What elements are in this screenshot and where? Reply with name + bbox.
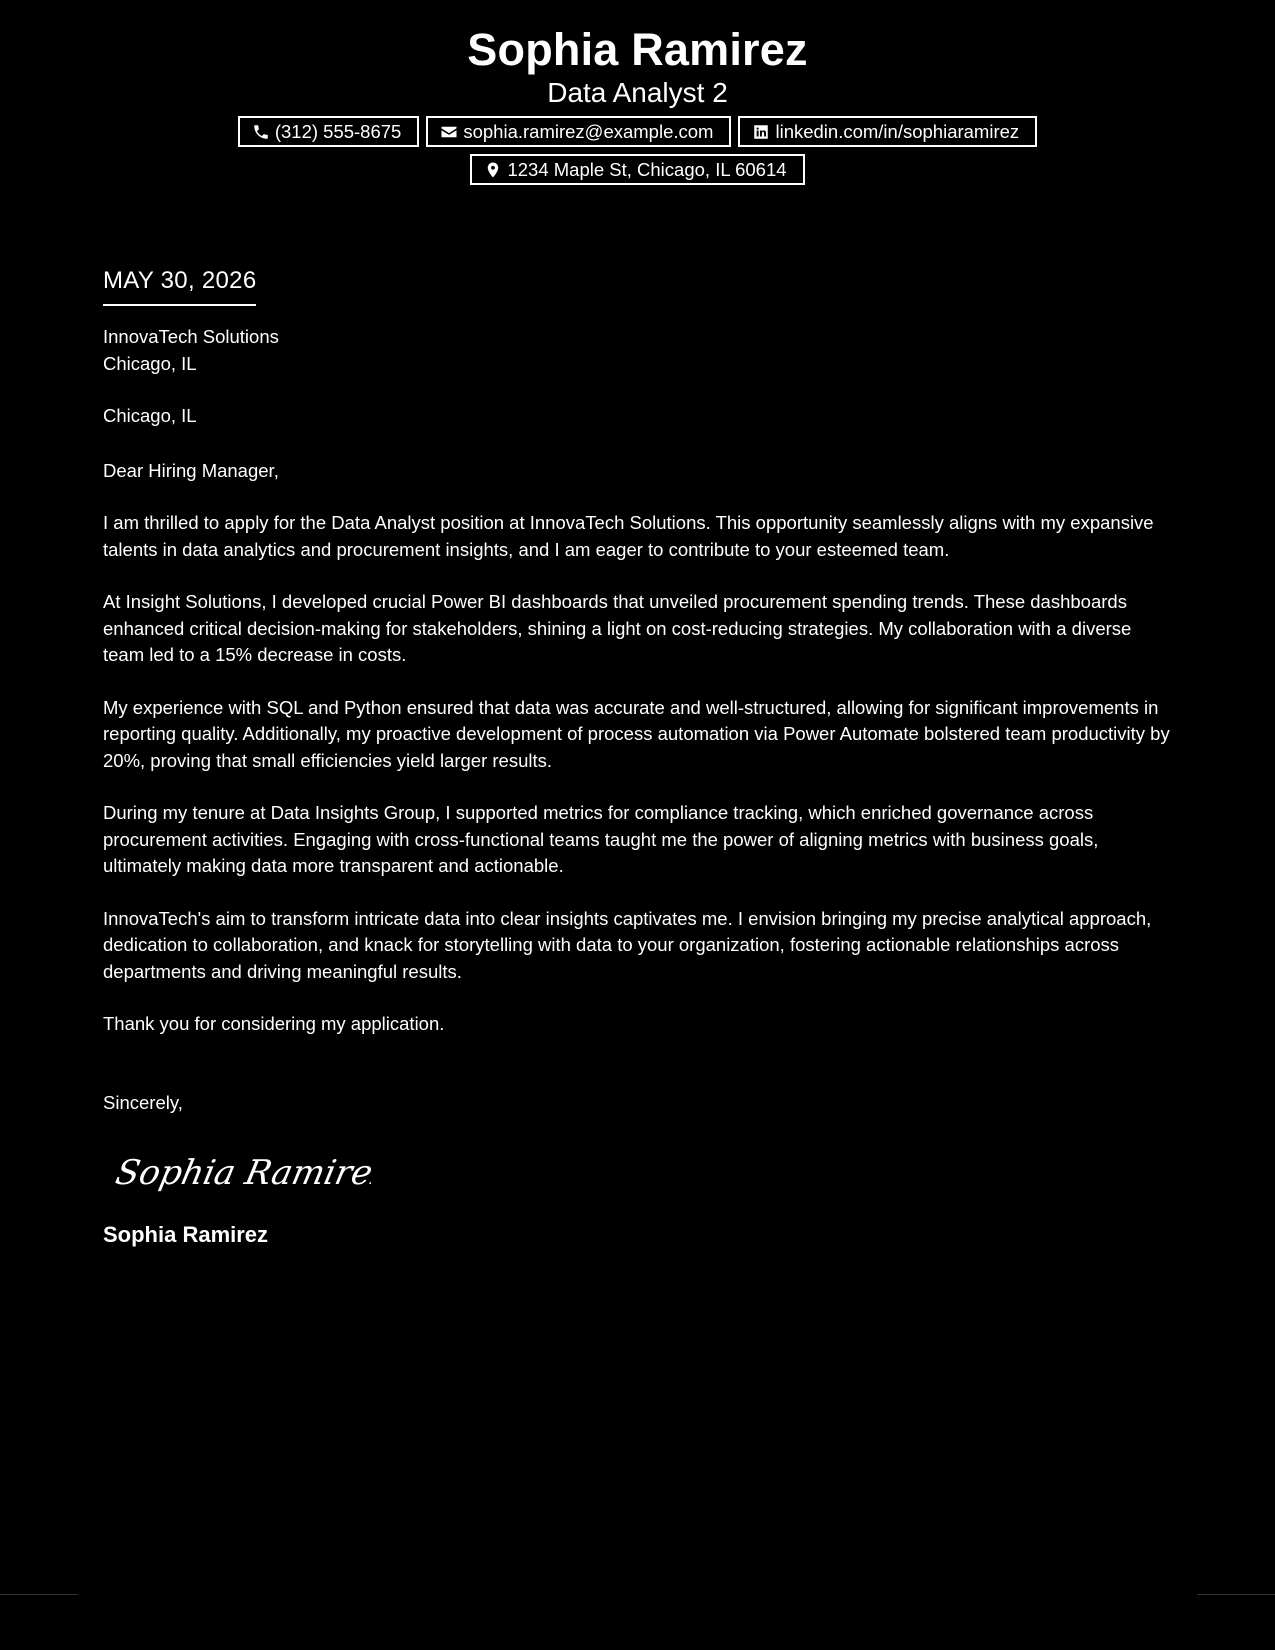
applicant-name: Sophia Ramirez: [467, 24, 808, 75]
linkedin-text: linkedin.com/in/sophiaramirez: [775, 120, 1020, 142]
address-text: 1234 Maple St, Chicago, IL 60614: [507, 158, 787, 180]
email-text: sophia.ramirez@example.com: [463, 120, 714, 142]
signature-image: [111, 1142, 371, 1200]
footer-rule-left: [0, 1594, 78, 1595]
address-chip: [470, 154, 804, 185]
email-chip[interactable]: [426, 116, 731, 147]
linkedin-icon: [752, 123, 770, 141]
footer-rule-right: [1197, 1594, 1275, 1595]
recipient-block: [103, 324, 1173, 377]
letter-body: [103, 266, 1173, 1249]
letter-date: MAY 30, 2026: [103, 266, 256, 306]
phone-icon: [252, 123, 270, 141]
phone-text: (312) 555-8675: [274, 120, 402, 142]
paragraph: I am thrilled to apply for the Data Analyst position at InnovaTech Solutions. This opportunity seamlessly aligns with my expansive talents in data analytics and procurement insights, and I am eager to contribute to your esteemed team.: [103, 512, 1154, 560]
paragraph: During my tenure at Data Insights Group, I supported metrics for compliance tracking, which enriched governance across procurement activities. Engaging with cross-functional teams taught me the power of aligning metrics with business goals, ultimately making data more transparent and actionable.: [103, 802, 1099, 876]
letter-header: [0, 0, 1275, 185]
signer-name: Sophia Ramirez: [103, 1222, 269, 1247]
recipient-company: InnovaTech Solutions: [103, 326, 279, 347]
applicant-role: Data Analyst 2: [547, 77, 728, 108]
contact-row: [0, 116, 1275, 147]
location-line: Chicago, IL: [103, 405, 197, 426]
closing: Sincerely,: [103, 1091, 183, 1113]
phone-chip[interactable]: [238, 116, 420, 147]
signature-text: Sophia Ramirez: [112, 1153, 371, 1193]
envelope-icon: [440, 123, 458, 141]
paragraph: At Insight Solutions, I developed crucial Power BI dashboards that unveiled procurement spending trends. These dashboards enhanced critical decision-making for stakeholders, shining a light on cost-reducing strategies. My collaboration with a diverse team led to a 15% decrease in costs.: [103, 591, 1132, 665]
salutation: Dear Hiring Manager,: [103, 459, 279, 481]
paragraph: InnovaTech's aim to transform intricate data into clear insights captivates me. I envision bringing my precise analytical approach, dedication to collaboration, and knack for storytelling with data to your organization, fostering actionable relationships across departments and driving meaningful results.: [103, 907, 1152, 982]
address-row: [0, 154, 1275, 185]
map-pin-icon: [484, 161, 502, 179]
recipient-location: Chicago, IL: [103, 352, 197, 374]
paragraph: Thank you for considering my application.: [103, 1013, 445, 1034]
paragraph: My experience with SQL and Python ensured that data was accurate and well-structured, allowing for significant improvements in reporting quality. Additionally, my proactive development of process automation via Power Automate bolstered team productivity by 20%, proving that small efficiencies yield larger results.: [103, 696, 1170, 771]
linkedin-chip[interactable]: [738, 116, 1037, 147]
signature: [111, 1142, 371, 1200]
